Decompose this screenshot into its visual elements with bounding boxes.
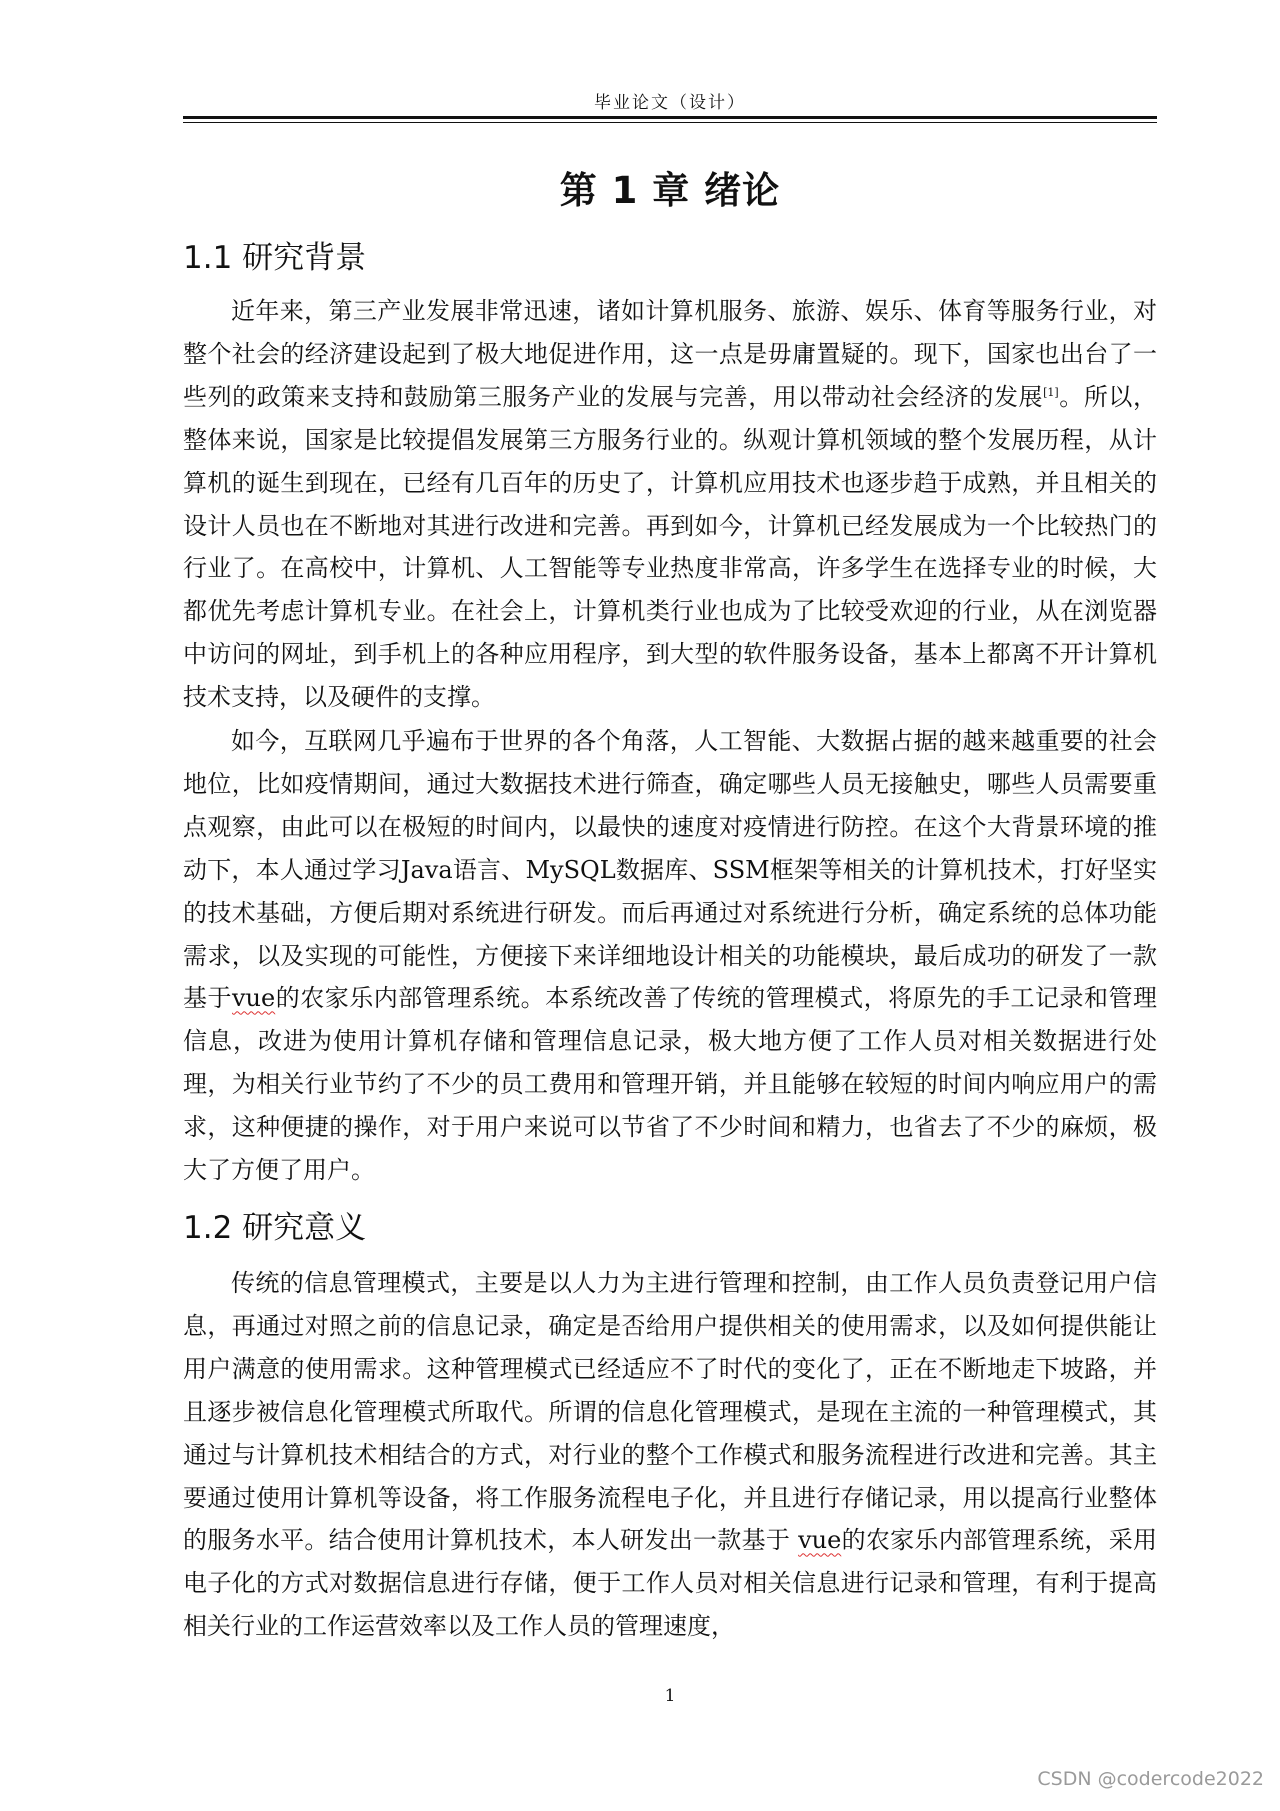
paragraph-text: 如今，互联网几乎遍布于世界的各个角落，人工智能、大数据占据的越来越重要的社会地位，比如疫情期间，通过大数据技术进行筛查，确定哪些人员无接触史，哪些人员需要重点观察，由此可以在极短的时间内，以最快的速度对疫情进行防控。在这个大背景环境的推动下，本人通过学习Java语言、MySQL数据库、SSM框架等相关的计算机技术，打好坚实的技术基础，方便后期对系统进行研发。而后再通过对系统进行分析，确定系统的总体功能需求，以及实现的可能性，方便接下来详细地设计相关的功能模块，最后成功的研发了一款基于 [183,727,1157,1013]
header-rule-thick [183,116,1157,119]
paragraph-text: 。所以，整体来说，国家是比较提倡发展第三方服务行业的。纵观计算机领域的整个发展历程，从计算机的诞生到现在，已经有几百年的历史了，计算机应用技术也逐步趋于成熟，并且相关的设计人员也在不断地对其进行改进和完善。再到如今，计算机已经发展成为一个比较热门的行业了。在高校中，计算机、人工智能等专业热度非常高，许多学生在选择专业的时候，大都优先考虑计算机专业。在社会上，计算机类行业也成为了比较受欢迎的行业，从在浏览器中访问的网址，到手机上的各种应用程序，到大型的软件服务设备，基本上都离不开计算机技术支持，以及硬件的支撑。 [183,382,1158,712]
paragraph-background-2 [183,720,1157,1192]
paragraph-background-1 [183,290,1157,719]
page-number: 1 [664,1686,676,1706]
citation-marker: [1] [1043,385,1059,399]
paragraph-text: 近年来，第三产业发展非常迅速，诸如计算机服务、旅游、娱乐、体育等服务行业，对整个社会的经济建设起到了极大地促进作用，这一点是毋庸置疑的。现下，国家也出台了一些列的政策来支持和鼓励第三服务产业的发展与完善，用以带动社会经济的发展 [183,297,1157,411]
section-title-1-1: 1.1 研究背景 [183,240,367,276]
spellcheck-term: vue [232,984,276,1013]
header-rule-thin [183,122,1157,123]
paragraph-text: 传统的信息管理模式，主要是以人力为主进行管理和控制，由工作人员负责登记用户信息，再通过对照之前的信息记录，确定是否给用户提供相关的使用需求，以及如何提供能让用户满意的使用需求。这种管理模式已经适应不了时代的变化了，正在不断地走下坡路，并且逐步被信息化管理模式所取代。所谓的信息化管理模式，是现在主流的一种管理模式，其通过与计算机技术相结合的方式，对行业的整个工作模式和服务流程进行改进和完善。其主要通过使用计算机等设备，将工作服务流程电子化，并且进行存储记录，用以提高行业整体的服务水平。结合使用计算机技术，本人研发出一款基于 [183,1269,1157,1555]
paragraph-text: 的农家乐内部管理系统。本系统改善了传统的管理模式，将原先的手工记录和管理信息，改进为使用计算机存储和管理信息记录，极大地方便了工作人员对相关数据进行处理，为相关行业节约了不少的员工费用和管理开销，并且能够在较短的时间内响应用户的需求，这种便捷的操作，对于用户来说可以节省了不少时间和精力，也省去了不少的麻烦，极大了方便了用户。 [183,984,1158,1185]
paragraph-text: 的农家乐内部管理系统，采用电子化的方式对数据信息进行存储，便于工作人员对相关信息进行记录和管理，有利于提高相关行业的工作运营效率以及工作人员的管理速度， [183,1526,1157,1641]
section-title-1-2: 1.2 研究意义 [183,1210,367,1246]
watermark: CSDN @codercode2022 [1037,1768,1264,1790]
spellcheck-term: vue [798,1526,842,1555]
paragraph-significance-1 [183,1262,1157,1648]
running-header: 毕业论文（设计） [594,93,746,113]
chapter-title: 第 1 章 绪论 [559,169,781,212]
